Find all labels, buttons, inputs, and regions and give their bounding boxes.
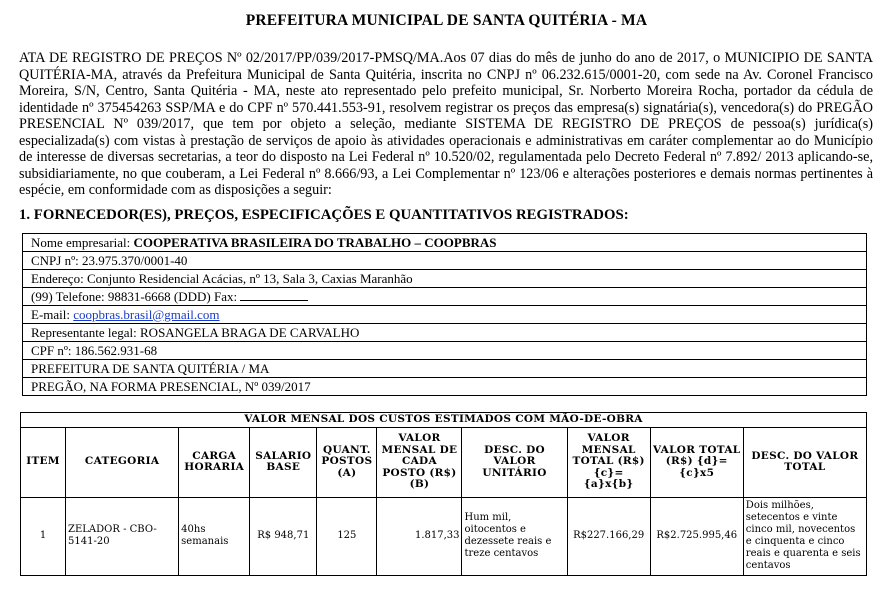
supplier-phone: (99) Telefone: 98831-6668 (DDD) Fax: (31, 288, 241, 304)
supplier-address: Endereço: Conjunto Residencial Acácias, nº 13, Sala 3, Caxias Maranhão (23, 270, 867, 288)
cell-quant-postos: 125 (317, 497, 377, 575)
header-categoria: CATEGORIA (66, 427, 179, 497)
cell-desc-valor-unitario: Hum mil, oitocentos e dezessete reais e treze centavos (462, 497, 567, 575)
cost-table-caption-row (21, 413, 867, 428)
supplier-pregao-row (23, 378, 867, 396)
header-valor-total: VALOR TOTAL (R$) {d}={c}x5 (650, 427, 743, 497)
cell-carga-horaria: 40hs semanais (179, 497, 250, 575)
supplier-name-value: COOPERATIVA BRASILEIRA DO TRABALHO – COOPBRAS (133, 234, 497, 250)
section-heading: 1. FORNECEDOR(ES), PREÇOS, ESPECIFICAÇÕES E QUANTITATIVOS REGISTRADOS: (19, 207, 629, 223)
supplier-legal-rep: Representante legal: ROSANGELA BRAGA DE CARVALHO (23, 324, 867, 342)
cell-salario-base: R$ 948,71 (250, 497, 317, 575)
cost-table (20, 412, 867, 576)
supplier-cnpj-row (23, 252, 867, 270)
header-item: ITEM (21, 427, 66, 497)
supplier-prefeitura-row (23, 360, 867, 378)
supplier-email-label: E-mail: (31, 306, 74, 322)
header-salario-base: SALARIO BASE (250, 427, 317, 497)
supplier-cnpj: CNPJ nº: 23.975.370/0001-40 (23, 252, 867, 270)
header-carga-horaria: CARGA HORARIA (179, 427, 250, 497)
supplier-rep-row (23, 324, 867, 342)
supplier-table (22, 233, 867, 396)
supplier-name-row (23, 234, 867, 252)
header-desc-valor-total: DESC. DO VALOR TOTAL (743, 427, 866, 497)
table-row (21, 497, 867, 575)
header-valor-mensal-posto: VALOR MENSAL DE CADA POSTO (R$) (B) (377, 427, 462, 497)
header-valor-mensal-total: VALOR MENSAL TOTAL (R$) {c}={a}x{b} (567, 427, 650, 497)
header-quant-postos: QUANT. POSTOS (A) (317, 427, 377, 497)
cost-table-header-row (21, 427, 867, 497)
cell-valor-total: R$2.725.995,46 (650, 497, 743, 575)
supplier-pregao: PREGÃO, NA FORMA PRESENCIAL, Nº 039/2017 (23, 378, 867, 396)
supplier-name-label: Nome empresarial: (31, 234, 134, 250)
cost-table-caption: VALOR MENSAL DOS CUSTOS ESTIMADOS COM MÃO-DE-OBRA (21, 413, 867, 428)
supplier-email-link[interactable]: coopbras.brasil@gmail.com (73, 306, 220, 322)
supplier-cpf-row (23, 342, 867, 360)
document-title: PREFEITURA MUNICIPAL DE SANTA QUITÉRIA - MA (245, 12, 648, 29)
supplier-cpf: CPF nº: 186.562.931-68 (23, 342, 867, 360)
supplier-email-row (23, 306, 867, 324)
cell-categoria: ZELADOR - CBO-5141-20 (66, 497, 179, 575)
cell-item: 1 (21, 497, 66, 575)
supplier-address-row (23, 270, 867, 288)
cell-valor-mensal-total: R$227.166,29 (567, 497, 650, 575)
supplier-prefeitura: PREFEITURA DE SANTA QUITÉRIA / MA (23, 360, 867, 378)
header-desc-valor-unitario: DESC. DO VALOR UNITÁRIO (462, 427, 567, 497)
intro-paragraph: ATA DE REGISTRO DE PREÇOS Nº 02/2017/PP/039/2017-PMSQ/MA.Aos 07 dias do mês de junho do ano de 2017, o MUNICIPIO DE SANTA QUITÉRIA-MA, através da Prefeitura Municipal de Santa Quitéria, inscrita no CNPJ nº 06.232.615/0001-20, com sede na Av. Coronel Francisco Moreira, S/N, Centro, Santa Quitéria - MA, neste ato representado pelo prefeito municipal, Sr. Norberto Moreira Rocha, portador da cédula de identidade nº 375454263 SSP/MA e do CPF nº 570.441.553-91, resolvem registrar os preços das empresa(s) signatária(s), vencedora(s) do PREGÃO PRESENCIAL Nº 039/2017, que tem por objeto a seleção, mediante SISTEMA DE REGISTRO DE PREÇOS de pessoa(s) jurídica(s) especializada(s) com vistas à prestação de serviços de apoio às atividades operacionais e administrativas em caráter complementar ao do Município de interesse de diversas secretarias, a teor do disposto na Lei Federal nº 10.520/02, regulamentada pelo Decreto Federal nº 7.892/ 2013 aplicando-se, subsidiariamente, no que couberam, a Lei Federal nº 8.666/93, a Lei Complementar nº 123/06 e alterações posteriores e demais normas pertinentes à espécie, em conformidade com as disposições a seguir: (19, 50, 873, 198)
supplier-phone-row (23, 288, 867, 306)
cell-desc-valor-total: Dois milhões, setecentos e vinte cinco mil, novecentos e cinquenta e cinco reais e quarenta e seis centavos (743, 497, 866, 575)
fax-blank-line (240, 289, 308, 301)
cell-valor-mensal-posto: 1.817,33 (377, 497, 462, 575)
